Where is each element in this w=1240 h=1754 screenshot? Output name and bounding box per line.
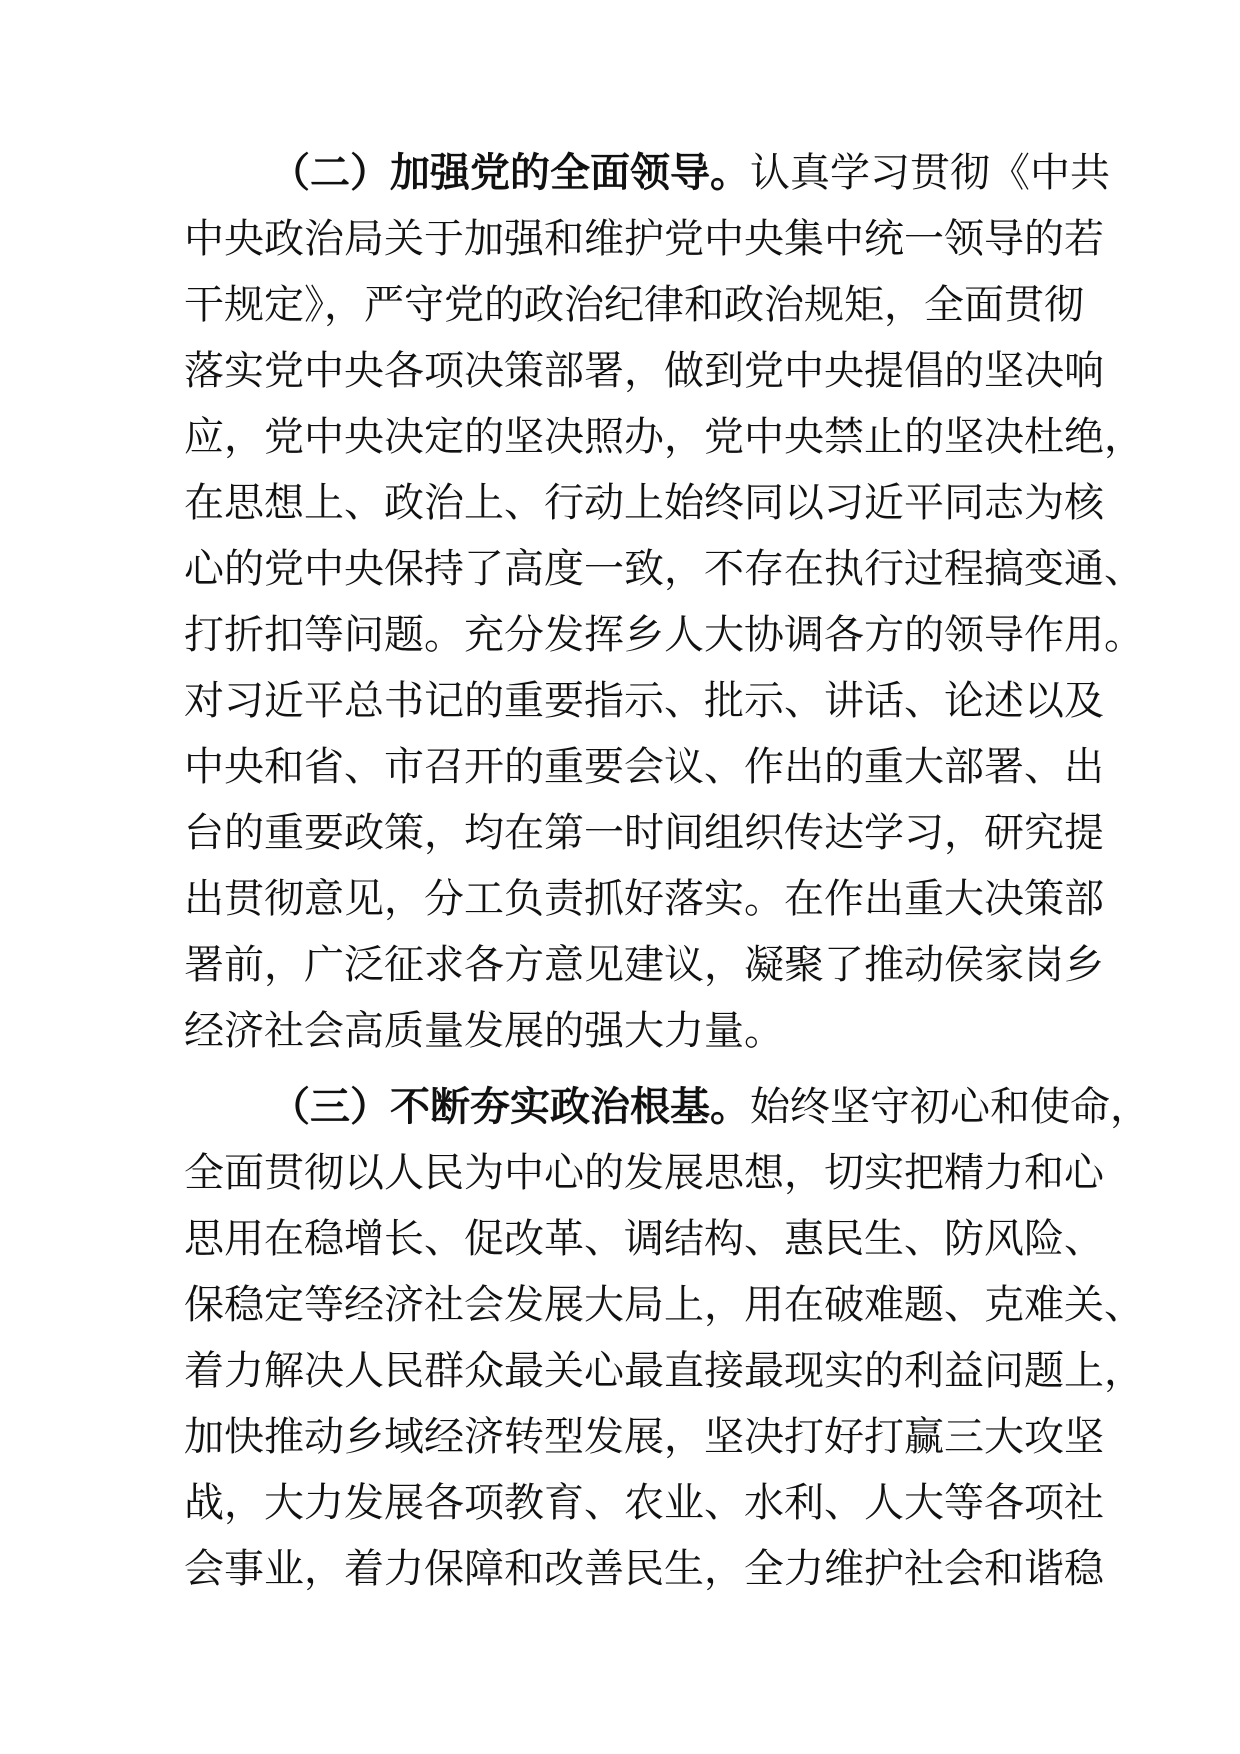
body-text: 始终坚守初心和使命， (750, 1084, 1150, 1130)
body-line: 战，大力发展各项教育、农业、水利、人大等各项社 (184, 1480, 1104, 1526)
body-line: 落实党中央各项决策部署，做到党中央提倡的坚决响 (184, 348, 1104, 394)
body-line: 台的重要政策，均在第一时间组织传达学习，研究提 (184, 810, 1104, 856)
body-line: 全面贯彻以人民为中心的发展思想，切实把精力和心 (184, 1150, 1104, 1196)
document-body (184, 140, 1150, 1602)
paragraph-3 (184, 1074, 1150, 1602)
body-line: 署前，广泛征求各方意见建议，凝聚了推动侯家岗乡 (184, 942, 1104, 988)
body-line: 干规定》，严守党的政治纪律和政治规矩，全面贯彻 (184, 282, 1084, 328)
body-line: 应，党中央决定的坚决照办，党中央禁止的坚决杜绝， (184, 414, 1144, 460)
section-heading: （二）加强党的全面领导。 (270, 150, 750, 196)
paragraph-2 (184, 140, 1144, 1064)
body-line: 会事业，着力保障和改善民生，全力维护社会和谐稳 (184, 1546, 1104, 1592)
body-line: 出贯彻意见，分工负责抓好落实。在作出重大决策部 (184, 876, 1104, 922)
body-line: 中央政治局关于加强和维护党中央集中统一领导的若 (184, 216, 1104, 262)
body-line: 着力解决人民群众最关心最直接最现实的利益问题上， (184, 1348, 1144, 1394)
paragraph-first-line (184, 140, 1110, 206)
paragraph-spacer (184, 1064, 1084, 1074)
body-line: 经济社会高质量发展的强大力量。 (184, 1008, 784, 1054)
body-line: 中央和省、市召开的重要会议、作出的重大部署、出 (184, 744, 1104, 790)
body-line: 打折扣等问题。充分发挥乡人大协调各方的领导作用。 (184, 612, 1144, 658)
section-heading: （三）不断夯实政治根基。 (270, 1084, 750, 1130)
body-line: 在思想上、政治上、行动上始终同以习近平同志为核 (184, 480, 1104, 526)
body-line: 对习近平总书记的重要指示、批示、讲话、论述以及 (184, 678, 1104, 724)
body-line: 加快推动乡域经济转型发展，坚决打好打赢三大攻坚 (184, 1414, 1104, 1460)
body-line: 心的党中央保持了高度一致，不存在执行过程搞变通、 (184, 546, 1144, 592)
paragraph-first-line (184, 1074, 1150, 1140)
body-line: 思用在稳增长、促改革、调结构、惠民生、防风险、 (184, 1216, 1104, 1262)
body-text: 认真学习贯彻《中共 (750, 150, 1110, 196)
body-line: 保稳定等经济社会发展大局上，用在破难题、克难关、 (184, 1282, 1144, 1328)
